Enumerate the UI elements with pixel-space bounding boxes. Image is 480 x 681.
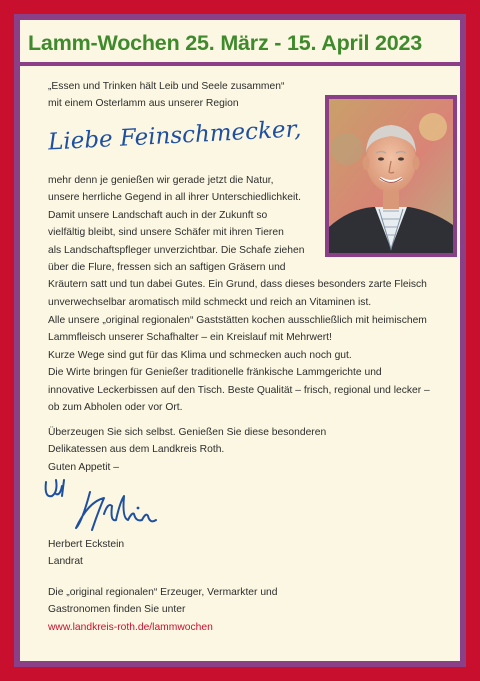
signer-title: Landrat xyxy=(48,556,83,568)
text-line: Gastronomen finden Sie unter xyxy=(48,604,186,616)
text-line: über die Flure, fressen sich an saftigen Gräsern und xyxy=(48,262,286,273)
intro-line: „Essen und Trinken hält Leib und Seele zusammen“ xyxy=(48,81,285,92)
text-line: Kräutern satt und tun dabei Gutes. Ein Grund, dass dieses besonders zarte Fleisch xyxy=(48,279,427,291)
text-line: ob zum Abholen oder vor Ort. xyxy=(48,402,183,414)
portrait-photo xyxy=(325,95,457,257)
intro-quote xyxy=(48,78,318,113)
headline-divider xyxy=(20,62,460,66)
text-line: Delikatessen aus dem Landkreis Roth. xyxy=(48,444,225,456)
text-line: Kurze Wege sind gut für das Klima und schmecken auch noch gut. xyxy=(48,349,352,361)
text-line: als Landschaftspfleger unverzichtbar. Die Schafe ziehen xyxy=(48,244,305,256)
text-line: Guten Appetit – xyxy=(48,461,119,473)
text-line: Alle unsere „original regionalen“ Gaststätten kochen ausschließlich mit heimischem xyxy=(48,315,427,326)
paragraph-invitation xyxy=(48,424,436,476)
greeting-text: Liebe Feinschmecker, xyxy=(47,116,302,156)
closing-note xyxy=(48,584,436,636)
text-line: Damit unsere Landschaft auch in der Zukunft so xyxy=(48,209,268,221)
paragraph-nature-continued xyxy=(48,259,436,311)
text-line: Lammfleisch unserer Schafhalter – ein Kreislauf mit Mehrwert! xyxy=(48,332,332,344)
handwritten-greeting xyxy=(44,112,302,162)
signer-name: Herbert Eckstein xyxy=(48,539,125,550)
intro-line: mit einem Osterlamm aus unserer Region xyxy=(48,98,239,110)
text-line: Überzeugen Sie sich selbst. Genießen Sie diese besonderen xyxy=(48,427,327,438)
signer-block xyxy=(48,536,436,571)
text-line: Die „original regionalen“ Erzeuger, Vermarkter und xyxy=(48,587,278,598)
text-line: mehr denn je genießen wir gerade jetzt die Natur, xyxy=(48,175,274,186)
text-line: innovative Leckerbissen auf den Tisch. Beste Qualität – frisch, regional und lecker – xyxy=(48,384,430,396)
text-line: vielfältig bleibt, sind unsere Schäfer mit ihren Tieren xyxy=(48,227,284,239)
page-title: Lamm-Wochen 25. März - 15. April 2023 xyxy=(28,31,423,55)
handwritten-signature xyxy=(42,472,160,536)
website-link[interactable]: www.landkreis-roth.de/lammwochen xyxy=(48,621,213,633)
paragraph-nature xyxy=(48,172,322,259)
text-line: unverwechselbar aromatisch mild schmeckt und reich an Vitaminen ist. xyxy=(48,296,372,308)
portrait-image xyxy=(329,99,453,253)
text-line: unsere herrliche Gegend in all ihrer Unterschiedlichkeit. xyxy=(48,192,301,204)
paragraph-restaurants xyxy=(48,312,436,416)
text-line: Die Wirte bringen für Genießer traditionelle fränkische Lammgerichte und xyxy=(48,367,382,379)
